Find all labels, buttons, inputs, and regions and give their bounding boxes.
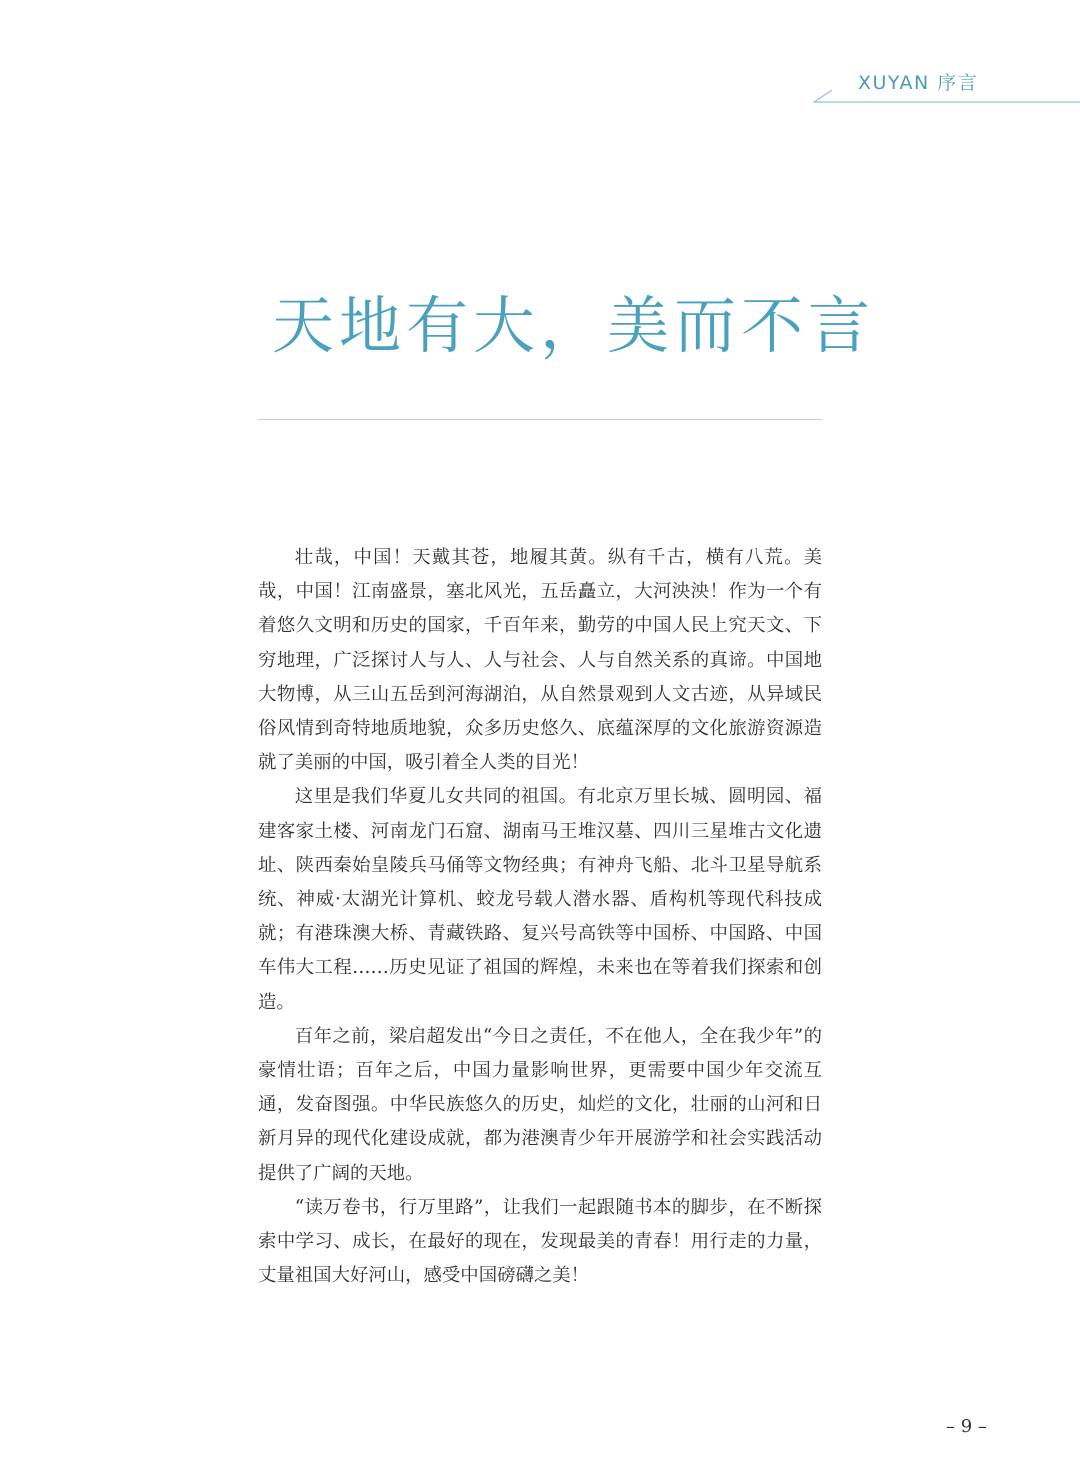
title-divider [258,419,822,420]
page-title: 天地有大，美而不言 [272,289,876,362]
paragraph: 这里是我们华夏儿女共同的祖国。有北京万里长城、圆明园、福建客家土楼、河南龙门石窟、湖南马王堆汉墓、四川三星堆古文化遗址、陕西秦始皇陵兵马俑等文物经典；有神舟飞船、北斗卫星导航系统、神威·太湖光计算机、蛟龙号载人潜水器、盾构机等现代科技成就；有港珠澳大桥、青藏铁路、复兴号高铁等中国桥、中国路、中国车伟大工程……历史见证了祖国的辉煌，未来也在等着我们探索和创造。 [258,786,822,1013]
header-accent-line [812,88,1080,104]
section-header-label: XUYAN 序言 [858,72,979,94]
paragraph: 壮哉，中国！天戴其苍，地履其黄。纵有千古，横有八荒。美哉，中国！江南盛景，塞北风光，五岳矗立，大河泱泱！作为一个有着悠久文明和历史的国家，千百年来，勤劳的中国人民上究天文、下穷地理，广泛探讨人与人、人与社会、人与自然关系的真谛。中国地大物博，从三山五岳到河海湖泊，从自然景观到人文古迹，从异域民俗风情到奇特地质地貌，众多历史悠久、底蕴深厚的文化旅游资源造就了美丽的中国，吸引着全人类的目光！ [258,547,822,774]
paragraph: “读万卷书，行万里路”，让我们一起跟随书本的脚步，在不断探索中学习、成长，在最好的现在，发现最美的青春！用行走的力量，丈量祖国大好河山，感受中国磅礴之美！ [258,1196,822,1287]
preface-body [258,541,822,1293]
page-number: – 9 – [946,1416,987,1437]
paragraph: 百年之前，梁启超发出“今日之责任，不在他人，全在我少年”的豪情壮语；百年之后，中国力量影响世界，更需要中国少年交流互通，发奋图强。中华民族悠久的历史，灿烂的文化，壮丽的山河和日新月异的现代化建设成就，都为港澳青少年开展游学和社会实践活动提供了广阔的天地。 [258,1025,822,1184]
